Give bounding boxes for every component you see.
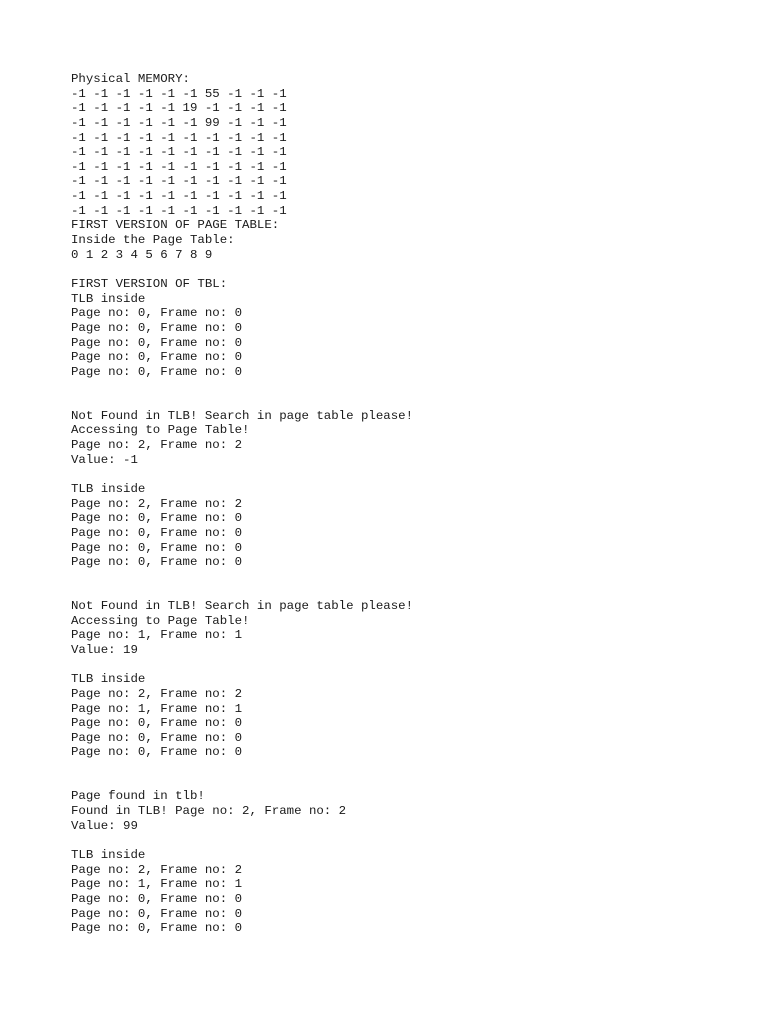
output-line: Page no: 0, Frame no: 0: [71, 716, 243, 731]
output-line: FIRST VERSION OF PAGE TABLE:: [71, 218, 280, 233]
output-line: Page no: 0, Frame no: 0: [71, 891, 243, 906]
output-line: Page no: 0, Frame no: 0: [71, 730, 243, 745]
output-line: Page no: 0, Frame no: 0: [71, 525, 243, 540]
output-line: Value: 99: [71, 818, 138, 833]
output-line: [71, 775, 413, 790]
output-line: Accessing to Page Table!: [71, 613, 250, 628]
output-line: Page no: 0, Frame no: 0: [71, 320, 243, 335]
output-line: [71, 262, 413, 277]
output-line: -1 -1 -1 -1 -1 -1 -1 -1 -1 -1: [71, 130, 287, 145]
output-line: Page no: 2, Frame no: 2: [71, 438, 243, 453]
output-line: Page no: 1, Frame no: 1: [71, 628, 243, 643]
output-line: TLB inside: [71, 291, 146, 306]
output-line: [71, 467, 413, 482]
output-line: 0 1 2 3 4 5 6 7 8 9: [71, 247, 213, 262]
output-line: -1 -1 -1 -1 -1 -1 -1 -1 -1 -1: [71, 203, 287, 218]
output-line: Inside the Page Table:: [71, 233, 235, 248]
output-line: -1 -1 -1 -1 -1 -1 -1 -1 -1 -1: [71, 159, 287, 174]
output-line: Page no: 0, Frame no: 0: [71, 921, 243, 936]
output-line: Page no: 2, Frame no: 2: [71, 496, 243, 511]
output-line: Page no: 2, Frame no: 2: [71, 862, 243, 877]
output-line: [71, 394, 413, 409]
output-line: [71, 658, 413, 673]
output-line: Page no: 0, Frame no: 0: [71, 350, 243, 365]
output-line: Physical MEMORY:: [71, 72, 190, 86]
output-line: Page no: 0, Frame no: 0: [71, 511, 243, 526]
output-line: [71, 379, 413, 394]
output-line: Page no: 0, Frame no: 0: [71, 306, 243, 321]
output-line: Not Found in TLB! Search in page table please!: [71, 408, 414, 423]
output-line: Page no: 2, Frame no: 2: [71, 686, 243, 701]
output-line: [71, 833, 413, 848]
output-line: Accessing to Page Table!: [71, 423, 250, 438]
output-line: Page no: 1, Frame no: 1: [71, 877, 243, 892]
output-line: Value: -1: [71, 452, 138, 467]
output-line: -1 -1 -1 -1 -1 -1 99 -1 -1 -1: [71, 115, 287, 130]
output-line: [71, 760, 413, 775]
output-line: -1 -1 -1 -1 -1 -1 -1 -1 -1 -1: [71, 145, 287, 160]
output-line: Page no: 0, Frame no: 0: [71, 364, 243, 379]
output-line: [71, 584, 413, 599]
output-line: -1 -1 -1 -1 -1 19 -1 -1 -1 -1: [71, 101, 287, 116]
output-line: Page no: 0, Frame no: 0: [71, 555, 243, 570]
output-line: -1 -1 -1 -1 -1 -1 55 -1 -1 -1: [71, 86, 287, 101]
output-line: [71, 570, 413, 585]
output-line: Value: 19: [71, 642, 138, 657]
output-line: Page no: 0, Frame no: 0: [71, 906, 243, 921]
output-line: -1 -1 -1 -1 -1 -1 -1 -1 -1 -1: [71, 174, 287, 189]
output-line: TLB inside: [71, 481, 146, 496]
output-line: Page no: 0, Frame no: 0: [71, 745, 243, 760]
output-line: TLB inside: [71, 847, 146, 862]
output-line: Not Found in TLB! Search in page table please!: [71, 599, 414, 614]
output-line: Page found in tlb!: [71, 789, 205, 804]
output-line: Found in TLB! Page no: 2, Frame no: 2: [71, 804, 347, 819]
terminal-output: [71, 72, 413, 936]
output-line: Page no: 0, Frame no: 0: [71, 540, 243, 555]
output-line: FIRST VERSION OF TBL:: [71, 276, 228, 291]
output-line: TLB inside: [71, 672, 146, 687]
output-line: -1 -1 -1 -1 -1 -1 -1 -1 -1 -1: [71, 189, 287, 204]
output-line: Page no: 0, Frame no: 0: [71, 335, 243, 350]
output-line: Page no: 1, Frame no: 1: [71, 701, 243, 716]
